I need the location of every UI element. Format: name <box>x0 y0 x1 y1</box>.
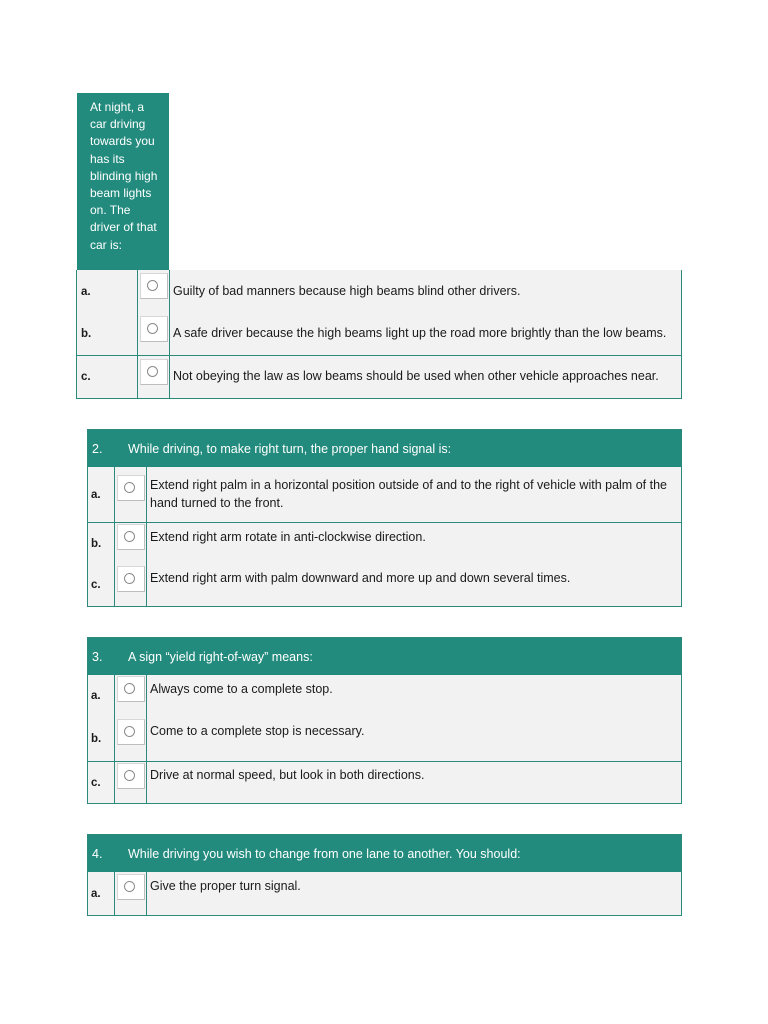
radio-button[interactable] <box>117 719 145 745</box>
option-letter: c. <box>88 762 115 803</box>
radio-button-icon <box>124 531 135 542</box>
option-letter: a. <box>88 872 115 915</box>
radio-button-icon <box>124 482 135 493</box>
option-letter: a. <box>77 270 138 313</box>
question-text: While driving you wish to change from one lane to another. You should: <box>128 846 521 861</box>
question-1-text: At night, a car driving towards you has its blinding high beam lights on. The driver of that car is: <box>77 93 169 270</box>
radio-button[interactable] <box>140 316 168 342</box>
radio-button[interactable] <box>140 273 168 299</box>
radio-button-icon <box>147 366 158 377</box>
radio-button[interactable] <box>117 676 145 702</box>
radio-button[interactable] <box>117 763 145 789</box>
radio-button-icon <box>124 881 135 892</box>
option-row <box>88 761 681 803</box>
option-text: Come to a complete stop is necessary. <box>150 724 365 738</box>
option-text: Guilty of bad manners because high beams blind other drivers. <box>173 283 521 298</box>
radio-button-icon <box>124 683 135 694</box>
option-letter: c. <box>88 564 115 606</box>
option-text: Not obeying the law as low beams should be used when other vehicle approaches near. <box>173 369 659 384</box>
radio-button[interactable] <box>140 359 168 385</box>
option-letter: c. <box>77 356 138 398</box>
option-text: A safe driver because the high beams light up the road more brightly than the low beams. <box>173 326 667 341</box>
question-4 <box>87 834 682 916</box>
radio-button-icon <box>124 726 135 737</box>
radio-button-icon <box>147 280 158 291</box>
option-letter: b. <box>88 523 115 564</box>
option-row <box>88 522 681 564</box>
option-text: Extend right palm in a horizontal position outside of and to the right of vehicle with palm of the hand turned to the front. <box>150 478 667 510</box>
question-1-options <box>76 270 682 399</box>
question-3-header <box>88 638 681 675</box>
option-row <box>88 564 681 606</box>
radio-button[interactable] <box>117 524 145 550</box>
question-2-header <box>88 430 681 467</box>
option-text: Drive at normal speed, but look in both directions. <box>150 768 425 782</box>
question-text: A sign “yield right-of-way” means: <box>128 649 313 664</box>
option-row <box>88 675 681 717</box>
option-letter: b. <box>88 717 115 761</box>
option-text: Always come to a complete stop. <box>150 682 333 696</box>
question-2 <box>87 429 682 607</box>
question-3 <box>87 637 682 804</box>
option-row <box>88 872 681 915</box>
question-text: While driving, to make right turn, the proper hand signal is: <box>128 441 452 456</box>
option-text: Extend right arm rotate in anti-clockwise direction. <box>150 530 426 544</box>
option-row <box>88 717 681 761</box>
option-letter: a. <box>88 467 115 522</box>
radio-button-icon <box>124 573 135 584</box>
radio-button[interactable] <box>117 566 145 592</box>
radio-button[interactable] <box>117 475 145 501</box>
option-row <box>77 355 681 398</box>
question-4-header <box>88 835 681 872</box>
radio-button[interactable] <box>117 874 145 900</box>
radio-button-icon <box>147 323 158 334</box>
option-row <box>88 467 681 522</box>
option-letter: a. <box>88 675 115 717</box>
radio-button-icon <box>124 770 135 781</box>
option-text: Extend right arm with palm downward and more up and down several times. <box>150 571 571 585</box>
question-number: 4. <box>92 846 103 861</box>
option-row <box>77 270 681 313</box>
option-row <box>77 313 681 355</box>
option-letter: b. <box>77 313 138 355</box>
option-text: Give the proper turn signal. <box>150 879 301 893</box>
question-number: 2. <box>92 441 103 456</box>
question-number: 3. <box>92 649 103 664</box>
